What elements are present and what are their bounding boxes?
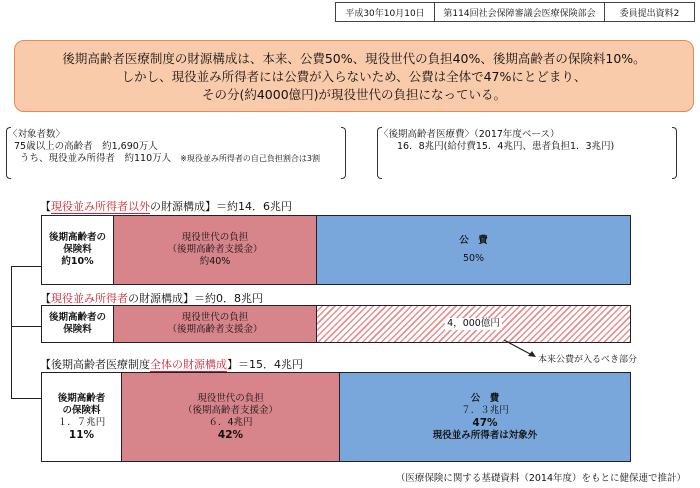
summary-callout: [14, 40, 694, 112]
connector-middle: [11, 326, 41, 327]
elderly-count: 75歳以上の高齢者 約1,690万人: [14, 141, 158, 152]
working-label: 現役世代の負担: [181, 312, 249, 323]
target-population-info: [6, 127, 346, 179]
medical-cost-info: [377, 127, 677, 179]
header-date: 平成30年10月10日: [335, 2, 435, 22]
premium-share: 約10%: [61, 256, 94, 267]
working-sublabel: （後期高齢者支援金）: [167, 324, 263, 335]
premium-label: 後期高齢者: [57, 392, 106, 404]
header-material-label: 委員提出資料2: [605, 2, 695, 22]
bracket-right: [341, 127, 346, 179]
section3-working-segment: [122, 373, 340, 461]
section3-premium-segment: [42, 373, 122, 461]
target-population-heading: 〈対象者数〉: [8, 129, 66, 140]
working-sublabel: （後期高齢者支援金）: [182, 404, 278, 416]
public-label: 公 費: [470, 392, 500, 404]
summary-line-1: 後期高齢者医療制度の財源構成は、本来、公費50%、現役世代の負担40%、後期高齢者の保険料10%。: [62, 51, 646, 66]
section3-title-rest: 】＝15．4兆円: [227, 358, 303, 371]
working-sublabel: （後期高齢者支援金）: [167, 244, 263, 255]
section2-title-highlight: 現役並み所得者: [51, 292, 128, 305]
premium-label: 保険料: [63, 244, 92, 255]
connector-bracket: [11, 266, 41, 399]
working-share: 42%: [217, 428, 244, 441]
working-level-count-text: うち、現役並み所得者 約110万人: [20, 153, 172, 164]
section3-title-highlight: 全体の財源構成: [150, 358, 227, 371]
summary-line-2: しかし、現役並み所得者には公費が入らないため、公費は全体で47%にとどまり、: [121, 69, 587, 84]
premium-label: 保険料: [63, 324, 92, 335]
premium-share: 11%: [68, 428, 95, 441]
section1-bar: [41, 215, 631, 285]
public-amount: ７．３兆円: [461, 404, 509, 416]
public-share: 50%: [462, 253, 485, 264]
working-level-count: [20, 153, 320, 165]
public-exclusion-note: 現役並み所得者は対象外: [432, 429, 538, 441]
section1-title-rest: の財源構成】＝約14．6兆円: [150, 200, 292, 213]
section1-title-open: 【: [40, 200, 51, 213]
section2-hatched-segment: [317, 306, 630, 342]
source-footnote: （医療保険に関する基礎資料（2014年度）をもとに健保連で推計）: [395, 473, 686, 484]
public-label: 公 費: [459, 235, 488, 246]
section1-premium-segment: [42, 216, 114, 284]
section1-public-segment: [317, 216, 630, 284]
bracket-right: [672, 127, 677, 179]
hatched-amount: 4，000億円: [447, 318, 500, 329]
premium-amount: １．７兆円: [57, 416, 106, 428]
medical-cost-value: 16．8兆円(給付費15．4兆円、患者負担1．3兆円): [397, 141, 615, 152]
section2-title: [40, 290, 263, 306]
section2-working-segment: [114, 306, 317, 342]
section3-title-open: 【後期高齢者医療制度: [40, 358, 150, 371]
section3-bar: [41, 372, 631, 462]
public-should-enter-note: 本来公費が入るべき部分: [538, 355, 638, 365]
section1-title: [40, 198, 292, 214]
section2-title-rest: の財源構成】＝約0．8兆円: [128, 292, 263, 305]
working-amount: ６．4兆円: [208, 416, 253, 428]
medical-cost-heading: 〈後期高齢者医療費〉（2017年度ベース）: [379, 129, 560, 140]
copay-note: ※現役並み所得者の自己負担割合は3割: [180, 154, 320, 163]
premium-label: 後期高齢者の: [48, 232, 106, 243]
section3-public-segment: [340, 373, 630, 461]
section3-title: [40, 356, 303, 372]
public-share: 47%: [472, 416, 498, 429]
summary-line-3: その分(約4000億円)が現役世代の負担になっている。: [201, 87, 507, 102]
working-label: 現役世代の負担: [181, 232, 249, 243]
working-share: 約40%: [199, 256, 231, 267]
section2-bar: [41, 305, 631, 343]
section1-working-segment: [114, 216, 317, 284]
working-label: 現役世代の負担: [197, 392, 264, 404]
premium-label: 後期高齢者の: [48, 312, 106, 323]
arrow-icon: [500, 338, 540, 360]
section2-title-open: 【: [40, 292, 51, 305]
section2-premium-segment: [42, 306, 114, 342]
header-council: 第114回社会保障審議会医療保険部会: [435, 2, 605, 22]
section1-title-highlight: 現役並み所得者以外: [51, 200, 150, 213]
premium-label: の保険料: [62, 404, 101, 416]
